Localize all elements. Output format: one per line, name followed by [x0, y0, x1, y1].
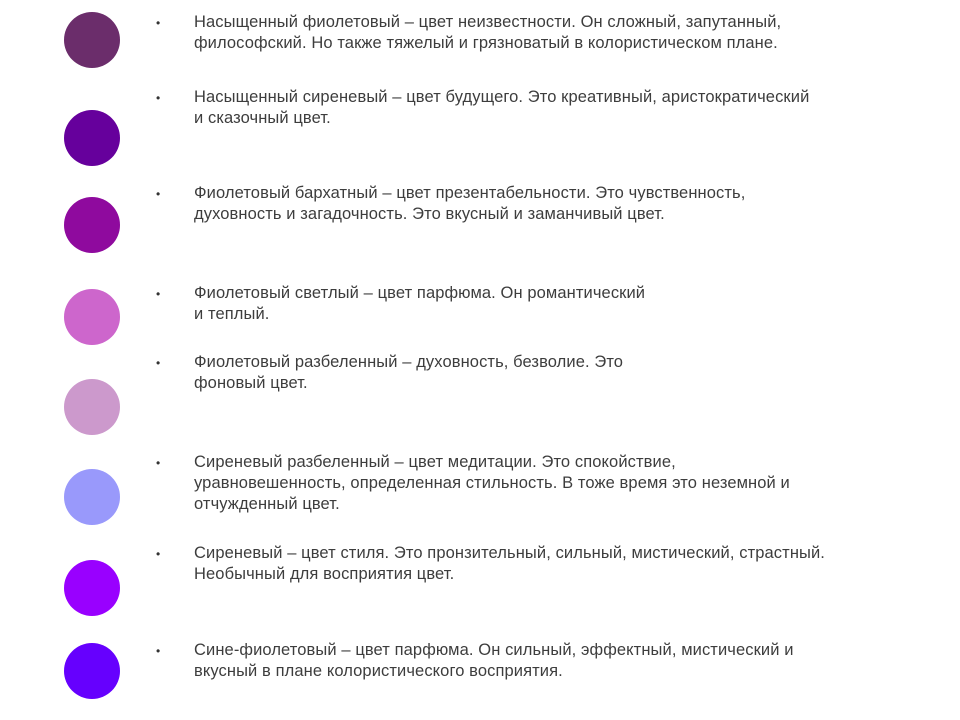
item-line: Фиолетовый светлый – цвет парфюма. Он романтический [194, 284, 646, 302]
bullet-icon: • [156, 644, 161, 658]
item-text [194, 543, 825, 585]
item-line: Сиреневый разбеленный – цвет медитации. Это спокойствие, [194, 453, 676, 471]
bullet-icon: • [156, 287, 161, 301]
color-swatch-6 [64, 469, 120, 525]
item-text [194, 87, 809, 129]
list-item [156, 452, 946, 515]
list-item [156, 283, 946, 325]
item-line: и сказочный цвет. [194, 109, 331, 127]
item-line: отчужденный цвет. [194, 495, 340, 513]
item-line: Насыщенный сиреневый – цвет будущего. Это креативный, аристократический [194, 88, 810, 106]
item-text [194, 283, 645, 325]
item-line: Необычный для восприятия цвет. [194, 565, 455, 583]
list-item [156, 352, 946, 394]
bullet-icon: • [156, 91, 161, 105]
list-item [156, 12, 946, 54]
color-swatch-5 [64, 379, 120, 435]
item-line: Фиолетовый бархатный – цвет презентабельности. Это чувственность, [194, 184, 746, 202]
list-item [156, 543, 946, 585]
item-text [194, 183, 745, 225]
bullet-icon: • [156, 356, 161, 370]
item-line: философский. Но также тяжелый и грязноватый в колористическом плане. [194, 34, 778, 52]
item-line: духовность и загадочность. Это вкусный и заманчивый цвет. [194, 205, 665, 223]
list-item [156, 640, 946, 682]
item-line: Сине-фиолетовый – цвет парфюма. Он сильный, эффектный, мистический и [194, 641, 794, 659]
color-swatch-1 [64, 12, 120, 68]
item-line: и теплый. [194, 305, 270, 323]
item-line: Сиреневый – цвет стиля. Это пронзительный, сильный, мистический, страстный. [194, 544, 825, 562]
bullet-icon: • [156, 16, 161, 30]
bullet-icon: • [156, 456, 161, 470]
item-text [194, 12, 781, 54]
item-line: фоновый цвет. [194, 374, 308, 392]
color-swatch-8 [64, 643, 120, 699]
item-line: уравновешенность, определенная стильность. В тоже время это неземной и [194, 474, 790, 492]
item-text [194, 452, 790, 515]
item-line: Насыщенный фиолетовый – цвет неизвестности. Он сложный, запутанный, [194, 13, 782, 31]
item-text [194, 352, 623, 394]
color-swatch-3 [64, 197, 120, 253]
color-swatch-7 [64, 560, 120, 616]
item-line: вкусный в плане колористического восприятия. [194, 662, 563, 680]
item-text [194, 640, 794, 682]
color-swatch-4 [64, 289, 120, 345]
bullet-icon: • [156, 547, 161, 561]
bullet-icon: • [156, 187, 161, 201]
item-line: Фиолетовый разбеленный – духовность, безволие. Это [194, 353, 624, 371]
list-item [156, 87, 946, 129]
color-swatch-2 [64, 110, 120, 166]
list-item [156, 183, 946, 225]
